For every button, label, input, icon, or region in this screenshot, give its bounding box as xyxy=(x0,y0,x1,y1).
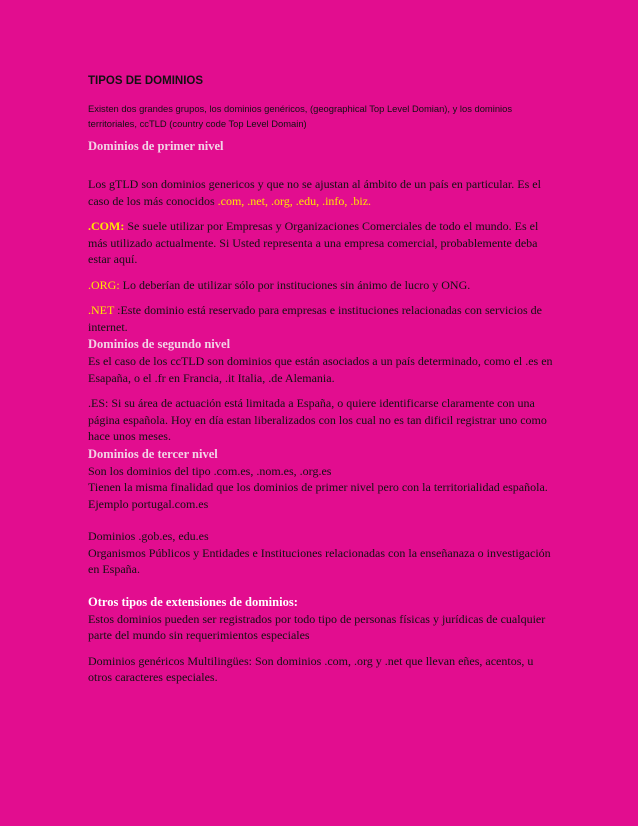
com-text: Se suele utilizar por Empresas y Organizaciones Comerciales de todo el mundo. Es el más utilizado actualmente. Si Usted representa a una empresa comercial, probablemente deba estar aquí. xyxy=(88,219,539,266)
tercer-nivel-line2: Tienen la misma finalidad que los dominios de primer nivel pero con la territorialidad española. Ejemplo portugal.com.es xyxy=(88,480,548,511)
es-paragraph: .ES: Si su área de actuación está limitada a España, o quiere identificarse claramente con una página española. Hoy en día estan liberalizados con los cual no es tan dificil registrar uno como hace unos meses. xyxy=(88,396,547,443)
page-title: TIPOS DE DOMINIOS xyxy=(88,75,204,87)
section-heading-segundo-nivel: Dominios de segundo nivel xyxy=(88,337,231,351)
document-page xyxy=(88,74,558,686)
tercer-nivel-line1: Son los dominios del tipo .com.es, .nom.es, .org.es xyxy=(88,463,332,478)
gob-edu-line1: Dominios .gob.es, edu.es xyxy=(88,529,209,543)
org-paragraph xyxy=(88,277,558,294)
com-label: .COM: xyxy=(88,219,125,233)
gob-edu-line2: Organismos Públicos y Entidades e Instituciones relacionadas con la enseñanaza o investigación en España. xyxy=(88,545,551,576)
otros-paragraph: Estos dominios pueden ser registrados por todo tipo de personas físicas y jurídicas de cualquier parte del mundo sin requerimientos especiales xyxy=(88,611,546,642)
section-heading-tercer-nivel: Dominios de tercer nivel xyxy=(88,446,218,461)
net-paragraph xyxy=(88,302,558,335)
net-label: .NET xyxy=(88,303,115,317)
com-paragraph xyxy=(88,218,558,268)
gtld-paragraph xyxy=(88,176,558,209)
net-text: :Este dominio está reservado para empresas e instituciones relacionadas con servicios de internet. xyxy=(88,303,542,334)
cctld-paragraph: Es el caso de los ccTLD son dominios que están asociados a un país determinado, como el .es en Esapaña, o el .fr en Francia, .it Italia, .de Alemania. xyxy=(88,354,553,385)
section-heading-primer-nivel: Dominios de primer nivel xyxy=(88,139,224,153)
org-label: .ORG: xyxy=(88,277,120,292)
section-heading-otros: Otros tipos de extensiones de dominios: xyxy=(88,594,298,609)
gtld-examples: .com, .net, .org, .edu, .info, .biz. xyxy=(217,193,372,208)
org-text: Lo deberían de utilizar sólo por instituciones sin ánimo de lucro y ONG. xyxy=(119,277,471,292)
multilingues-paragraph: Dominios genéricos Multilingües: Son dominios .com, .org y .net que llevan eñes, acentos, u otros caracteres especiales. xyxy=(88,653,534,684)
intro-paragraph: Existen dos grandes grupos, los dominios genéricos, (geographical Top Level Domian), y los dominios territoriales, ccTLD (country code Top Level Domain) xyxy=(88,103,513,129)
gtld-text: Los gTLD son dominios genericos y que no se ajustan al ámbito de un país en particular. Es el caso de los más conocidos xyxy=(88,177,541,208)
